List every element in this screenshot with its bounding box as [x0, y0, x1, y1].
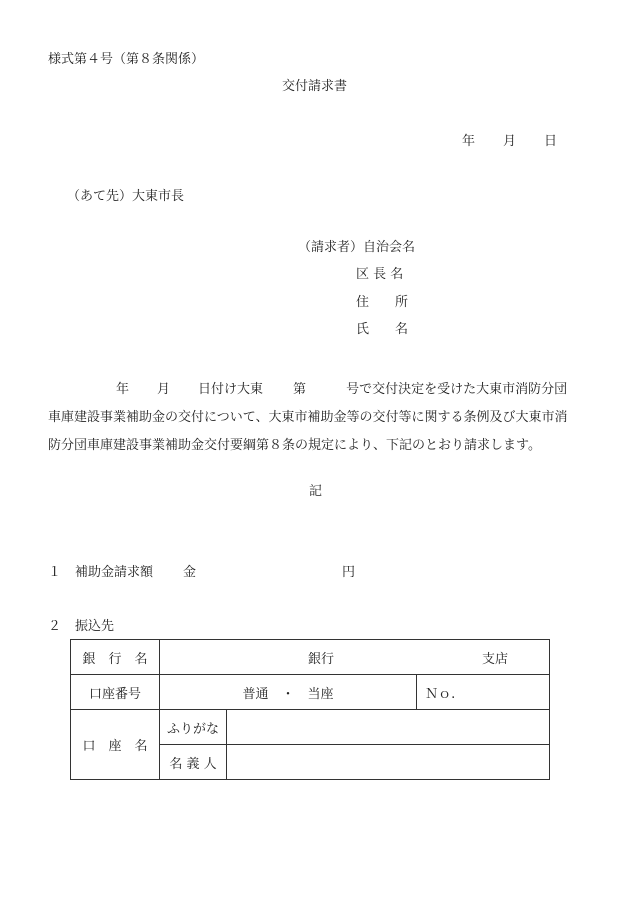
date-day: 日: [544, 134, 558, 149]
document-title: 交付請求書: [282, 79, 348, 94]
bank-name-cell[interactable]: [160, 640, 550, 675]
body-line-2: 車庫建設事業補助金の交付について、大東市補助金等の交付等に関する条例及び大東市消: [48, 410, 568, 425]
holder-cell[interactable]: [227, 745, 550, 780]
addressee: （あて先）大東市長: [67, 189, 185, 204]
body-dated: 日付け大東: [198, 382, 264, 397]
account-name-label: 口 座 名: [71, 710, 160, 780]
requester-label: （請求者）自治会名: [298, 240, 416, 255]
bank-name-label: 銀 行 名: [71, 640, 160, 675]
account-number-cell[interactable]: [417, 675, 550, 710]
body-dai: 第: [293, 382, 307, 397]
branch-suffix: 支店: [482, 651, 509, 667]
no-label: Ｎｏ.: [425, 686, 456, 702]
date-month: 月: [503, 134, 517, 149]
request-body: [48, 376, 588, 460]
item1-label: 補助金請求額: [75, 565, 154, 580]
item-claim-amount: [48, 566, 355, 579]
account-type-cell[interactable]: 普通 ・ 当座: [160, 675, 417, 710]
body-year: 年: [116, 382, 130, 397]
item2-number: ２: [48, 619, 62, 634]
date-line: [462, 135, 557, 148]
furigana-label: ふりがな: [160, 710, 227, 745]
address-label: 住 所: [356, 295, 409, 310]
bank-suffix: 銀行: [308, 651, 335, 667]
furigana-cell[interactable]: [227, 710, 550, 745]
item2-label: 振込先: [75, 619, 115, 634]
furigana-row: [71, 710, 550, 745]
ki-heading: 記: [309, 484, 323, 499]
date-year: 年: [462, 134, 476, 149]
item-transfer-destination: [48, 620, 114, 633]
holder-label: 名 義 人: [160, 745, 227, 780]
body-go: 号で交付決定を受けた大東市消防分団: [346, 382, 568, 397]
body-line-3: 防分団車庫建設事業補助金交付要綱第８条の規定により、下記のとおり請求します。: [48, 438, 541, 453]
body-line-1: [48, 376, 588, 404]
bank-account-table: [70, 639, 550, 780]
account-number-label: 口座番号: [71, 675, 160, 710]
representative-label: 区 長 名: [356, 267, 404, 282]
body-month: 月: [157, 382, 171, 397]
form-number: 様式第４号（第８条関係）: [48, 52, 205, 67]
item1-yen: 円: [342, 565, 356, 580]
account-number-row: [71, 675, 550, 710]
bank-row: [71, 640, 550, 675]
item1-kin: 金: [183, 565, 197, 580]
item1-number: １: [48, 565, 62, 580]
name-label: 氏 名: [356, 322, 409, 337]
